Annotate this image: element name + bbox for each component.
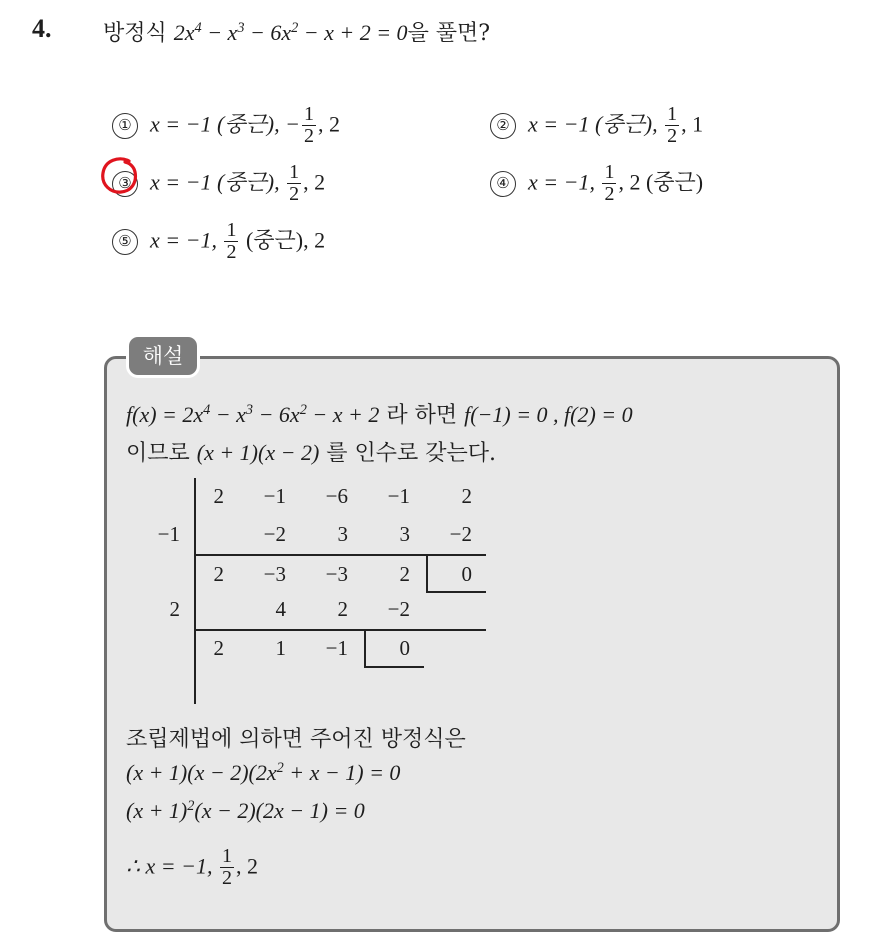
coef: 1 [275, 636, 286, 660]
choice-2[interactable]: ② x = −1 (중근), $\frac{1}{2}$ , 1 [490, 104, 703, 147]
question-prefix: 방정식 [103, 21, 167, 46]
question-equation: $2x^4 - x^3 - 6x^2 - x + 2 = 0$ [173, 20, 408, 45]
divisor: −1 [157, 522, 180, 546]
choice-1[interactable]: ① x = −1 (중근), − $\frac{1}{2}$ , 2 [112, 104, 340, 147]
horizontal-rule [194, 629, 486, 631]
coef: −1 [387, 484, 410, 508]
choice-4[interactable]: ④ x = −1, $\frac{1}{2}$ , 2 (중근) [490, 162, 703, 205]
fraction: $\frac{1}{2}$ [303, 103, 314, 147]
question-number: 4. [32, 14, 52, 43]
fraction: $\frac{1}{2}$ [667, 103, 678, 147]
fraction: $\frac{1}{2}$ [221, 845, 232, 889]
solution-line-2: 이므로 (x + 1)(x − 2) 를 인수로 갖는다. [126, 440, 497, 466]
coef: −2 [263, 522, 286, 546]
choice-5[interactable]: ⑤ x = −1, $\frac{1}{2}$ (중근), 2 [112, 220, 325, 263]
coef: −2 [449, 522, 472, 546]
choice-3[interactable]: ③ x = −1 (중근), $\frac{1}{2}$ , 2 [112, 162, 325, 205]
coef: −3 [263, 562, 286, 586]
coef: 2 [399, 562, 410, 586]
solution-line-6: ∴ x = −1, $\frac{1}{2}$ , 2 [126, 845, 258, 889]
remainder-box-bottom [364, 666, 424, 668]
fraction: $\frac{1}{2}$ [604, 161, 615, 205]
coef: 2 [461, 484, 472, 508]
coef: 3 [337, 522, 348, 546]
coef: −1 [325, 636, 348, 660]
coef: 2 [213, 484, 224, 508]
coef: −6 [325, 484, 348, 508]
coef: 3 [399, 522, 410, 546]
fraction: $\frac{1}{2}$ [289, 161, 300, 205]
choice-number: ② [490, 113, 516, 139]
coef: 2 [213, 636, 224, 660]
choice-number: ⑤ [112, 229, 138, 255]
vertical-rule [194, 478, 196, 704]
coef: 2 [337, 597, 348, 621]
choice-number: ③ [112, 171, 138, 197]
remainder: 0 [399, 636, 410, 660]
remainder: 0 [461, 562, 472, 586]
remainder-box-left [364, 629, 366, 667]
coef: −2 [387, 597, 410, 621]
choice-number: ① [112, 113, 138, 139]
solution-line-3: 조립제법에 의하면 주어진 방정식은 [126, 727, 466, 752]
question-suffix: 을 풀면? [407, 21, 491, 46]
horizontal-rule [194, 554, 486, 556]
coef: −1 [263, 484, 286, 508]
solution-line-4: $(x + 1)(x - 2)(2x^2 + x - 1) = 0$ [126, 760, 401, 785]
coef: −3 [325, 562, 348, 586]
solution-line-5: $(x + 1)^2(x - 2)(2x - 1) = 0$ [126, 798, 365, 823]
remainder-box-left [426, 554, 428, 592]
coef: 4 [275, 597, 286, 621]
solution-line-1: $f(x) = 2x^4 - x^3 - 6x^2 - x + 2$ 라 하면 f(−1) = 0 , f(2) = 0 [126, 402, 633, 428]
solution-tag: 해설 [129, 337, 197, 375]
remainder-box-bottom [426, 591, 486, 593]
choice-number: ④ [490, 171, 516, 197]
coef: 2 [213, 562, 224, 586]
divisor: 2 [169, 597, 180, 621]
fraction: $\frac{1}{2}$ [226, 219, 237, 263]
